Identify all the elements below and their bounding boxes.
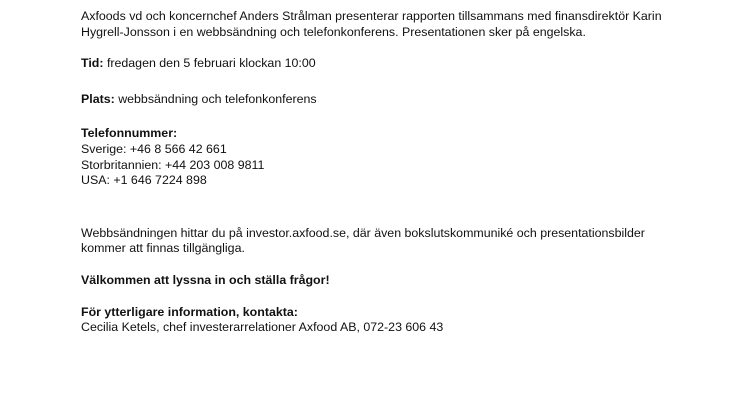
contact-person: Cecilia Ketels, chef investerarrelationer Axfood AB, 072-23 606 43	[81, 320, 444, 335]
time-line	[81, 56, 681, 72]
time-label: Tid:	[81, 56, 104, 71]
phone-number-sweden: Sverige: +46 8 566 42 661	[81, 141, 227, 156]
webcast-paragraph: Webbsändningen hittar du på investor.axfood.se, där även bokslutskommuniké och presentationsbilder kommer att finnas tillgängliga.	[81, 225, 645, 256]
place-line	[81, 92, 681, 108]
time-value: fredagen den 5 februari klockan 10:00	[106, 56, 316, 71]
phone-numbers-section	[81, 126, 681, 188]
place-label: Plats:	[81, 91, 115, 106]
press-release-body	[81, 9, 681, 336]
intro-paragraph: Axfoods vd och koncernchef Anders Strålman presenterar rapporten tillsammans med finansdirektör Karin Hygrell-Jonsson i en webbsändning och telefonkonferens. Presentationen sker på engelska.	[81, 9, 662, 39]
contact-section	[81, 305, 681, 336]
welcome-line	[81, 273, 681, 289]
phone-numbers-heading: Telefonnummer:	[81, 126, 178, 141]
welcome-text: Välkommen att lyssna in och ställa frågor!	[81, 272, 330, 287]
place-value: webbsändning och telefonkonferens	[118, 91, 317, 106]
contact-heading: För ytterligare information, kontakta:	[81, 304, 298, 319]
phone-number-uk: Storbritannien: +44 203 008 9811	[81, 157, 265, 172]
phone-number-usa: USA: +1 646 7224 898	[81, 173, 207, 188]
